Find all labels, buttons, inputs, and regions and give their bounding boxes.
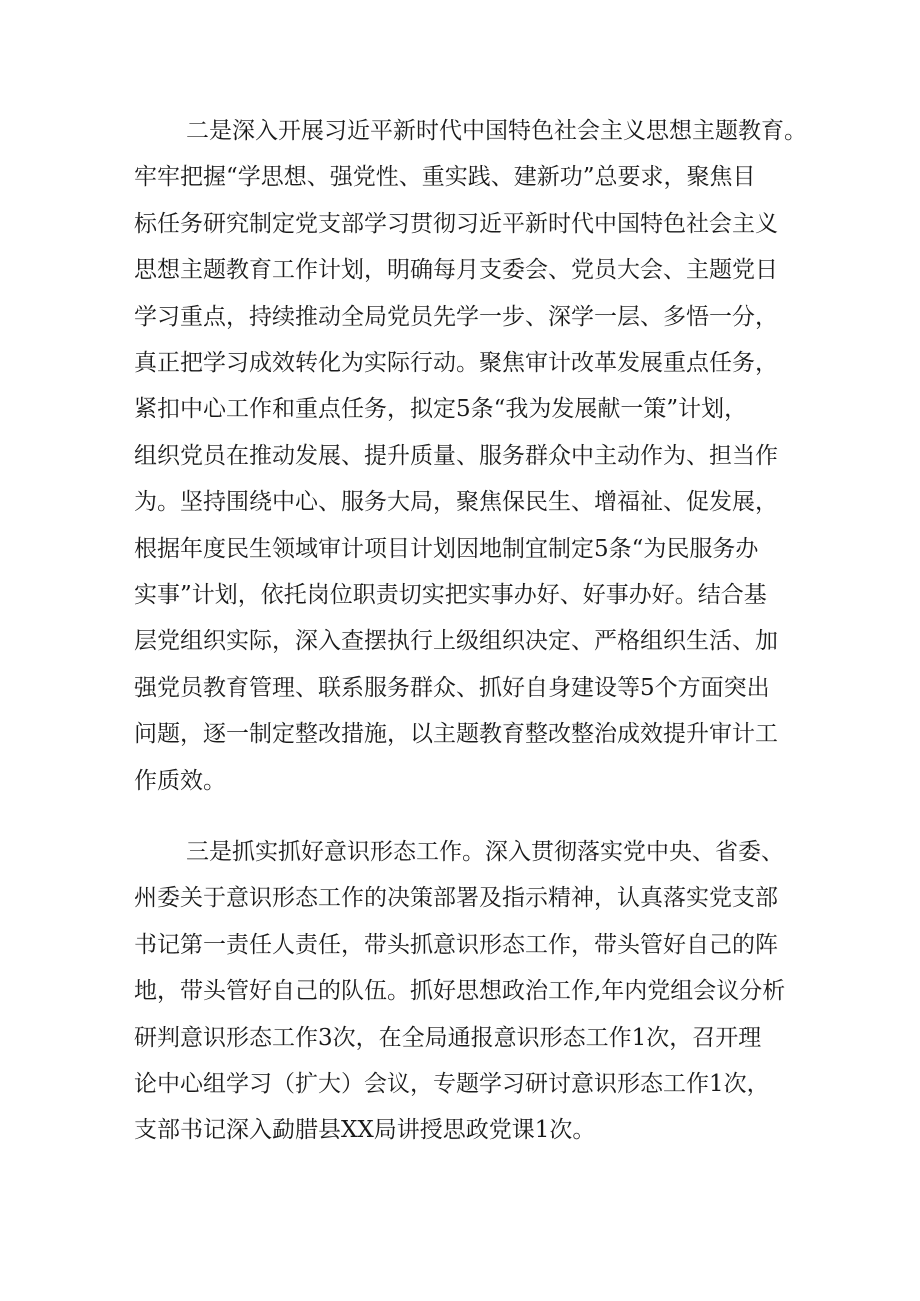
text-line: 论中心组学习（扩大）会议，专题学习研讨意识形态工作1次， xyxy=(134,1071,770,1097)
text-line: 地，带头管好自己的队伍。抓好思想政治工作,年内党组会议分析 xyxy=(134,978,786,1005)
text-line: 真正把学习成效转化为实际行动。聚焦审计改革发展重点任务， xyxy=(134,350,778,376)
text-line: 研判意识形态工作3次，在全局通报意识形态工作1次，召开理 xyxy=(134,1024,762,1051)
text-line: 强党员教育管理、联系服务群众、抓好自身建设等5个方面突出 xyxy=(134,674,770,701)
text-line: 州委关于意识形态工作的决策部署及指示精神，认真落实党支部 xyxy=(134,885,778,912)
text-line: 组织党员在推动发展、提升质量、服务群众中主动作为、担当作 xyxy=(134,442,778,469)
text-line: 作质效。 xyxy=(134,767,226,794)
text-line: 三是抓实抓好意识形态工作。深入贯彻落实党中央、省委、 xyxy=(186,839,784,865)
text-line: 思想主题教育工作计划，明确每月支委会、党员大会、主题党日 xyxy=(134,257,778,284)
text-line: 书记第一责任人责任，带头抓意识形态工作，带头管好自己的阵 xyxy=(134,931,778,958)
text-line: 紧扣中心工作和重点任务，拟定5条“我为发展献一策”计划， xyxy=(134,396,748,423)
text-line: 为。坚持围绕中心、服务大局，聚焦保民生、增福祉、促发展， xyxy=(134,489,778,516)
paragraph-ideology-work xyxy=(134,837,794,1177)
text-line: 支部书记深入勐腊县XX局讲授思政党课1次。 xyxy=(134,1117,596,1144)
text-line: 层党组织实际，深入查摆执行上级组织决定、严格组织生活、加 xyxy=(134,628,778,655)
paragraph-theme-education xyxy=(134,116,807,836)
text-line: 问题，逐一制定整改措施，以主题教育整改整治成效提升审计工 xyxy=(134,721,778,748)
text-line: 根据年度民生领域审计项目计划因地制宜制定5条“为民服务办 xyxy=(134,535,759,562)
text-line: 二是深入开展习近平新时代中国特色社会主义思想主题教育。 xyxy=(186,118,807,144)
text-line: 实事”计划，依托岗位职责切实把实事办好、好事办好。结合基 xyxy=(134,582,767,608)
text-line: 标任务研究制定党支部学习贯彻习近平新时代中国特色社会主义 xyxy=(134,210,778,237)
text-line: 学习重点，持续推动全局党员先学一步、深学一层、多悟一分， xyxy=(134,303,778,330)
text-line: 牢牢把握“学思想、强党性、重实践、建新功”总要求，聚焦目 xyxy=(134,164,756,191)
